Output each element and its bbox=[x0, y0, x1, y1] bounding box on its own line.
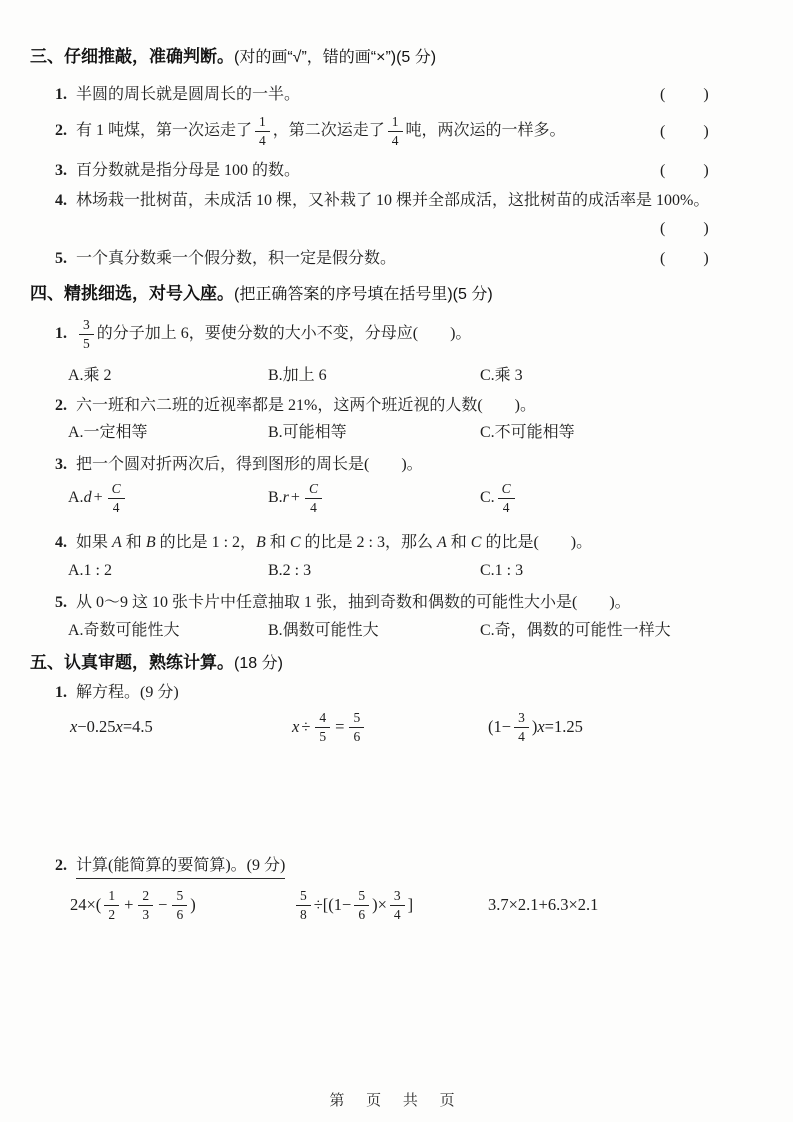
fraction-denominator: 4 bbox=[502, 500, 510, 515]
item-number: 1. bbox=[55, 86, 67, 103]
item-number: 2. bbox=[55, 122, 67, 139]
item-text: 半圆的周长就是圆周长的一半。 bbox=[76, 86, 301, 103]
question-text: 从 0～9 这 10 张卡片中任意抽取 1 张，抽到奇数和偶数的可能性大小是( )。 bbox=[76, 594, 631, 611]
subtask-2-underlined-title bbox=[76, 857, 285, 879]
fraction bbox=[172, 889, 187, 922]
subtask-number: 1. bbox=[55, 684, 67, 701]
mc-q2-option-b: B.可能相等 bbox=[268, 424, 347, 441]
mc-question-3 bbox=[55, 454, 423, 476]
fraction-denominator: 6 bbox=[358, 907, 366, 922]
subtask-score: (9 分) bbox=[140, 684, 179, 701]
question-text: 如果 bbox=[76, 534, 113, 551]
answer-bracket-5: ( ) bbox=[660, 250, 711, 267]
fraction-denominator: 8 bbox=[300, 907, 307, 922]
fraction-numerator: 3 bbox=[514, 711, 529, 728]
question-number: 4. bbox=[55, 534, 67, 551]
fraction bbox=[138, 889, 153, 922]
fraction-denominator: 5 bbox=[319, 729, 327, 744]
item-text: 一个真分数乘一个假分数，积一定是假分数。 bbox=[76, 250, 397, 267]
fraction-denominator: 5 bbox=[83, 336, 90, 351]
fraction-numerator: 5 bbox=[354, 889, 369, 906]
expression-1 bbox=[70, 877, 196, 933]
section-3-title: 三、仔细推敲，准确判断。 bbox=[30, 47, 234, 66]
item-number: 3. bbox=[55, 162, 67, 179]
expression-2 bbox=[293, 877, 413, 933]
item-number: 5. bbox=[55, 250, 67, 267]
fraction-denominator: 4 bbox=[391, 133, 399, 148]
fraction-denominator: 4 bbox=[310, 500, 317, 515]
section-4-note: (把正确答案的序号填在括号里)(5 分) bbox=[234, 286, 493, 303]
plus-operator: + bbox=[93, 489, 103, 506]
answer-bracket-3: ( ) bbox=[660, 162, 711, 179]
section-5-header bbox=[30, 652, 283, 675]
fraction bbox=[498, 482, 515, 515]
mc-q1-option-c: C.乘 3 bbox=[480, 367, 523, 384]
section-4-title: 四、精挑细选，对号入座。 bbox=[30, 284, 234, 303]
mc-q5-option-b: B.偶数可能性大 bbox=[268, 622, 379, 639]
variable-r: r bbox=[282, 489, 289, 506]
minus-operator: − bbox=[158, 895, 168, 914]
item-text: 百分数就是指分母是 100 的数。 bbox=[76, 162, 301, 179]
fraction bbox=[104, 889, 119, 922]
subtask-title: 计算(能简算的要简算)。 bbox=[76, 857, 247, 874]
page-footer: 第 页 共 页 bbox=[329, 1093, 464, 1109]
fraction-numerator: 5 bbox=[296, 889, 311, 906]
fraction-numerator: C bbox=[108, 482, 125, 499]
judge-item-3 bbox=[55, 160, 300, 182]
fraction-numerator: C bbox=[305, 482, 322, 499]
fraction-denominator: 6 bbox=[353, 729, 361, 744]
fraction-numerator: 1 bbox=[255, 115, 270, 132]
fraction bbox=[315, 711, 330, 744]
section-5-note: (18 分) bbox=[234, 655, 283, 672]
question-text: 的比是 2 : 3，那么 bbox=[300, 534, 437, 551]
fraction bbox=[79, 318, 94, 351]
fraction-denominator: 3 bbox=[142, 907, 150, 922]
section-5-title: 五、认真审题，熟练计算。 bbox=[30, 653, 234, 672]
mc-q4-option-b: B.2 : 3 bbox=[268, 562, 312, 579]
variable-c: C bbox=[289, 534, 301, 551]
subtask-number: 2. bbox=[55, 857, 67, 874]
question-text: 六一班和六二班的近视率都是 21%，这两个班近视的人数( )。 bbox=[76, 397, 536, 414]
mc-q5-option-c: C.奇，偶数的可能性一样大 bbox=[480, 622, 671, 639]
mc-q1-option-b: B.加上 6 bbox=[268, 367, 327, 384]
variable-x: x bbox=[115, 717, 123, 736]
mc-question-5 bbox=[55, 592, 631, 614]
question-number: 5. bbox=[55, 594, 67, 611]
mc-q4-option-a: A.1 : 2 bbox=[68, 562, 112, 579]
section-4-header bbox=[30, 283, 493, 306]
fraction-numerator: 3 bbox=[390, 889, 405, 906]
question-number: 1. bbox=[55, 325, 67, 342]
variable-b: B bbox=[145, 534, 156, 551]
variable-a: A bbox=[436, 534, 447, 551]
variable-d: d bbox=[83, 489, 92, 506]
fraction-numerator: 1 bbox=[388, 115, 403, 132]
section-3-note: (对的画“√”，错的画“×”)(5 分) bbox=[234, 49, 437, 66]
expression-text: ) bbox=[190, 895, 196, 914]
plus-operator: + bbox=[124, 895, 134, 914]
variable-a: A bbox=[112, 534, 122, 551]
question-number: 2. bbox=[55, 397, 67, 414]
option-label: B. bbox=[268, 489, 283, 506]
question-text: 把一个圆对折两次后，得到图形的周长是( )。 bbox=[76, 456, 423, 473]
equation-text: (1− bbox=[488, 717, 512, 736]
equation-text: −0.25 bbox=[77, 717, 116, 736]
mc-q2-option-c: C.不可能相等 bbox=[480, 424, 575, 441]
mc-q5-option-a: A.奇数可能性大 bbox=[68, 622, 180, 639]
judge-item-2 bbox=[55, 108, 566, 154]
item-number: 4. bbox=[55, 192, 67, 209]
answer-bracket-1: ( ) bbox=[660, 86, 711, 103]
fraction bbox=[305, 482, 322, 515]
mc-question-2 bbox=[55, 395, 536, 417]
question-number: 3. bbox=[55, 456, 67, 473]
fraction bbox=[349, 711, 364, 744]
option-label: A. bbox=[68, 489, 84, 506]
question-text: 的比是( )。 bbox=[481, 534, 593, 551]
fraction-numerator: 1 bbox=[104, 889, 119, 906]
expression-3 bbox=[488, 877, 598, 933]
fraction bbox=[390, 889, 405, 922]
expression-text: 3.7×2.1+6.3×2.1 bbox=[488, 895, 599, 914]
mc-q1-option-a: A.乘 2 bbox=[68, 367, 112, 384]
mc-question-4 bbox=[55, 532, 592, 554]
variable-x: x bbox=[537, 717, 545, 736]
expression-text: )× bbox=[372, 895, 387, 914]
equals-sign: = bbox=[335, 717, 345, 736]
fraction-numerator: C bbox=[498, 482, 515, 499]
fraction-denominator: 4 bbox=[393, 907, 401, 922]
divide-operator: ÷ bbox=[301, 717, 311, 736]
item-text: 有 1 吨煤，第一次运走了 bbox=[76, 122, 253, 139]
equation-text: =4.5 bbox=[122, 717, 153, 736]
fraction-numerator: 3 bbox=[79, 318, 94, 335]
item-text: ，第二次运走了 bbox=[272, 122, 385, 139]
expression-text: ] bbox=[407, 895, 414, 914]
fraction-denominator: 2 bbox=[108, 907, 116, 922]
mc-q4-option-c: C.1 : 3 bbox=[480, 562, 524, 579]
subtask-score: (9 分) bbox=[246, 857, 286, 874]
fraction-numerator: 5 bbox=[349, 711, 364, 728]
question-text: 和 bbox=[121, 534, 146, 551]
fraction-denominator: 4 bbox=[112, 500, 120, 515]
subtask-2-header bbox=[55, 855, 285, 877]
fraction-numerator: 4 bbox=[315, 711, 330, 728]
expression-text: ÷[(1− bbox=[313, 895, 352, 914]
fraction bbox=[108, 482, 125, 515]
fraction bbox=[514, 711, 529, 744]
equation-1 bbox=[70, 701, 153, 753]
judge-item-1 bbox=[55, 84, 300, 106]
equation-2 bbox=[292, 701, 367, 753]
answer-bracket-2: ( ) bbox=[660, 123, 711, 140]
fraction-numerator: 2 bbox=[138, 889, 153, 906]
fraction bbox=[296, 889, 311, 922]
option-label: C. bbox=[480, 489, 495, 506]
item-text: 吨，两次运的一样多。 bbox=[405, 122, 566, 139]
equation-3 bbox=[488, 701, 583, 753]
expression-text: 24×( bbox=[70, 895, 102, 914]
mc-q3-option-a bbox=[68, 474, 128, 522]
question-text: 和 bbox=[265, 534, 290, 551]
question-text: 的分子加上 6，要使分数的大小不变，分母应( )。 bbox=[96, 325, 472, 342]
fraction-denominator: 6 bbox=[176, 907, 184, 922]
question-text: 的比是 1 : 2， bbox=[155, 534, 257, 551]
variable-b: B bbox=[256, 534, 266, 551]
variable-x: x bbox=[70, 717, 78, 736]
item-text: 林场栽一批树苗，未成活 10 棵，又补栽了 10 棵并全部成活，这批树苗的成活率是 100%。 bbox=[76, 192, 710, 209]
mc-question-1 bbox=[55, 311, 471, 357]
plus-operator: + bbox=[290, 489, 300, 506]
fraction bbox=[388, 115, 403, 148]
mc-q3-option-c bbox=[480, 474, 518, 522]
fraction-numerator: 5 bbox=[172, 889, 187, 906]
section-3-header bbox=[30, 46, 436, 69]
subtask-title: 解方程。 bbox=[76, 684, 141, 701]
variable-x: x bbox=[292, 717, 300, 736]
fraction bbox=[255, 115, 270, 148]
answer-bracket-4: ( ) bbox=[660, 220, 711, 237]
mc-q2-option-a: A.一定相等 bbox=[68, 424, 148, 441]
question-text: 和 bbox=[446, 534, 471, 551]
judge-item-4 bbox=[55, 190, 709, 212]
fraction-denominator: 4 bbox=[259, 133, 266, 148]
equation-text: ) bbox=[531, 717, 538, 736]
fraction-denominator: 4 bbox=[518, 729, 525, 744]
equation-text: =1.25 bbox=[544, 717, 583, 736]
judge-item-5 bbox=[55, 248, 396, 270]
mc-q3-option-b bbox=[268, 474, 325, 522]
fraction bbox=[354, 889, 369, 922]
variable-c: C bbox=[470, 534, 482, 551]
